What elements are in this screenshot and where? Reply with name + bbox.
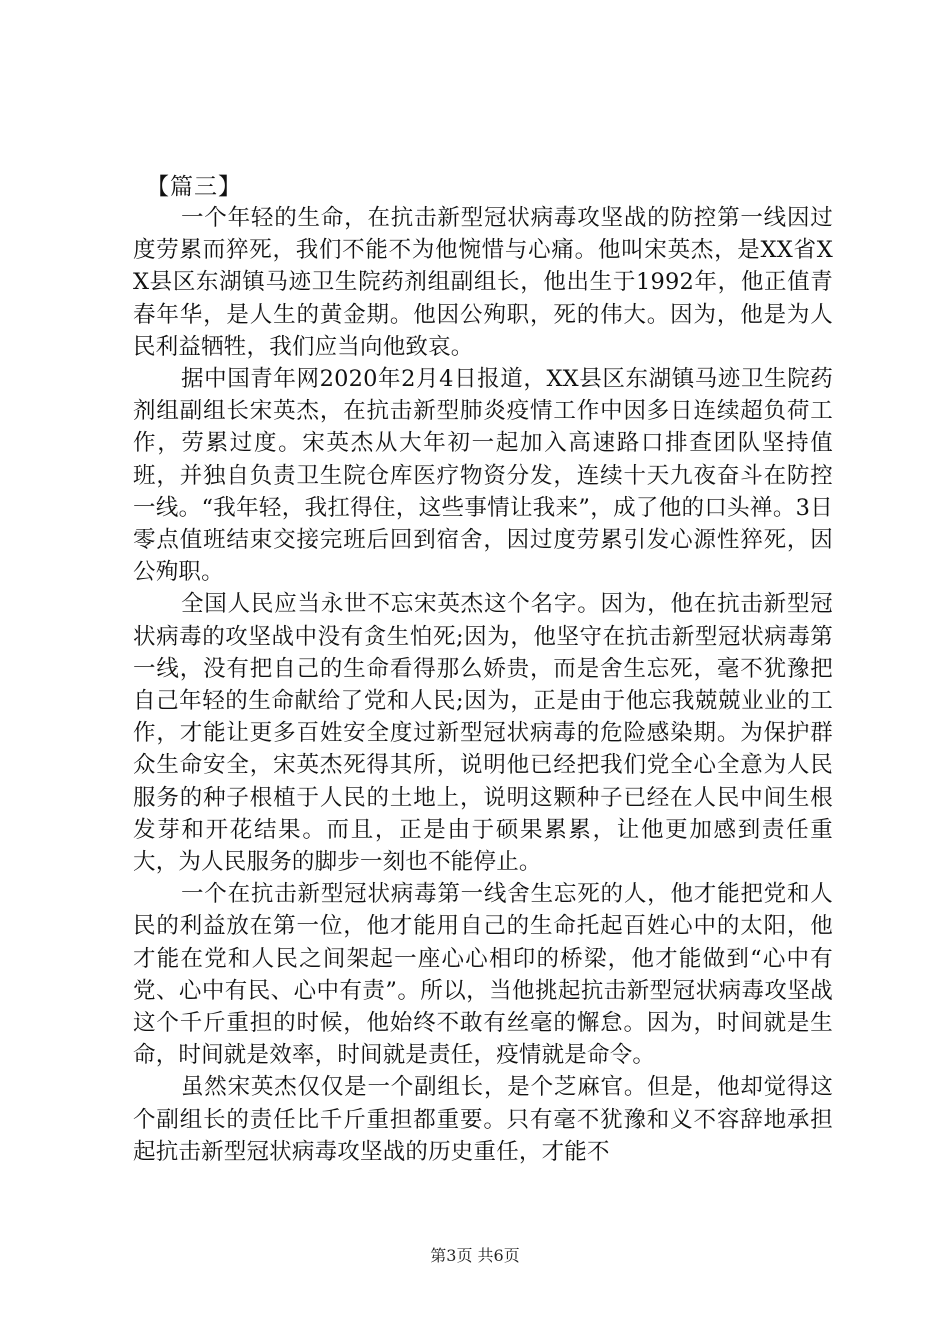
document-body	[133, 172, 833, 1168]
paragraph-2: 据中国青年网2020年2月4日报道，XX县区东湖镇马迹卫生院药剂组副组长宋英杰，在抗击新型肺炎疫情工作中因多日连续超负荷工作，劳累过度。宋英杰从大年初一起加入高速路口排查团队坚持值班，并独自负责卫生院仓库医疗物资分发，连续十天九夜奋斗在防控一线。“我年轻，我扛得住，这些事情让我来”，成了他的口头禅。3日零点值班结束交接完班后回到宿舍，因过度劳累引发心源性猝死，因公殉职。	[133, 366, 833, 586]
page-number-footer: 第3页 共6页	[430, 1246, 520, 1265]
paragraph-1: 一个年轻的生命，在抗击新型冠状病毒攻坚战的防控第一线因过度劳累而猝死，我们不能不为他惋惜与心痛。他叫宋英杰，是XX省XX县区东湖镇马迹卫生院药剂组副组长，他出生于1992年，他正值青春年华，是人生的黄金期。他因公殉职，死的伟大。因为，他是为人民利益牺牲，我们应当向他致哀。	[133, 205, 833, 360]
paragraph-3: 全国人民应当永世不忘宋英杰这个名字。因为，他在抗击新型冠状病毒的攻坚战中没有贪生怕死;因为，他坚守在抗击新型冠状病毒第一线，没有把自己的生命看得那么娇贵，而是舍生忘死，毫不犹豫把自己年轻的生命献给了党和人民;因为，正是由于他忘我兢兢业业的工作，才能让更多百姓安全度过新型冠状病毒的危险感染期。为保护群众生命安全，宋英杰死得其所，说明他已经把我们党全心全意为人民服务的种子根植于人民的土地上，说明这颗种子已经在人民中间生根发芽和开花结果。而且，正是由于硕果累累，让他更加感到责任重大，为人民服务的脚步一刻也不能停止。	[133, 591, 833, 876]
section-heading: 【篇三】	[146, 174, 242, 200]
paragraph-4: 一个在抗击新型冠状病毒第一线舍生忘死的人，他才能把党和人民的利益放在第一位，他才能用自己的生命托起百姓心中的太阳，他才能在党和人民之间架起一座心心相印的桥梁，他才能做到“心中有党、心中有民、心中有责”。所以，当他挑起抗击新型冠状病毒攻坚战这个千斤重担的时候，他始终不敢有丝毫的懈怠。因为，时间就是生命，时间就是效率，时间就是责任，疫情就是命令。	[133, 881, 833, 1069]
paragraph-5: 虽然宋英杰仅仅是一个副组长，是个芝麻官。但是，他却觉得这个副组长的责任比千斤重担都重要。只有毫不犹豫和义不容辞地承担起抗击新型冠状病毒攻坚战的历史重任，才能不	[133, 1074, 833, 1165]
